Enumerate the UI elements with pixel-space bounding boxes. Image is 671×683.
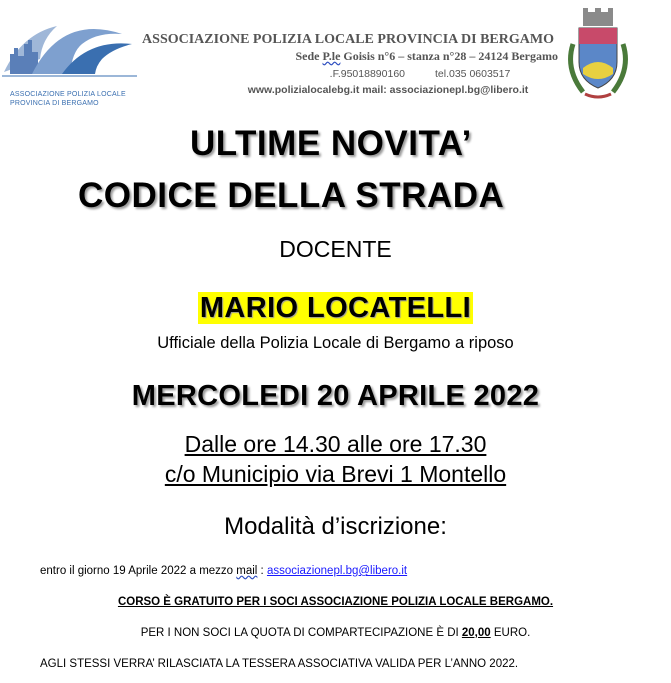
membership-card-note: AGLI STESSI VERRA’ RILASCIATA LA TESSERA ASSOCIATIVA VALIDA PER L’ANNO 2022.: [40, 658, 519, 670]
event-venue: c/o Municipio via Brevi 1 Montello: [164, 461, 507, 487]
registration-heading: Modalità d’iscrizione:: [224, 513, 447, 540]
fiscal-code: .F.95018890160: [329, 68, 405, 80]
fee-text-before: PER I NON SOCI LA QUOTA DI COMPARTECIPAZIONE È DI: [140, 627, 462, 639]
association-name: ASSOCIAZIONE POLIZIA LOCALE PROVINCIA DI BERGAMO: [142, 32, 554, 47]
email-link[interactable]: associazionepl.bg@libero.it: [266, 565, 408, 577]
fee-amount: 20,00: [461, 627, 491, 639]
association-contacts: [280, 68, 560, 80]
free-for-members-note: CORSO È GRATUITO PER I SOCI ASSOCIAZIONE POLIZIA LOCALE BERGAMO.: [117, 596, 554, 608]
skyline-logo-icon: [2, 4, 137, 94]
address-prefix: Sede: [295, 49, 323, 63]
association-logo: [2, 4, 137, 114]
association-address: [218, 49, 558, 64]
enrollment-instructions: [40, 565, 407, 577]
logo-caption-line2: PROVINCIA DI BERGAMO: [10, 100, 99, 107]
municipal-crest: [563, 4, 633, 104]
docente-label: DOCENTE: [279, 236, 392, 262]
phone-number: tel.035 0603517: [435, 68, 511, 80]
speaker-role: Ufficiale della Polizia Locale di Bergamo a riposo: [157, 334, 514, 352]
mail-separator: :: [257, 565, 267, 577]
title-line-2: CODICE DELLA STRADA: [78, 176, 505, 215]
website-and-mail: www.polizialocalebg.it mail: associazionepl.bg@libero.it: [247, 84, 529, 96]
enroll-text: entro il giorno 19 Aprile 2022 a mezzo: [40, 565, 237, 577]
event-date: MERCOLEDI 20 APRILE 2022: [131, 380, 540, 412]
event-time: Dalle ore 14.30 alle ore 17.30: [184, 431, 487, 457]
non-member-fee-note: [0, 627, 671, 639]
title-line-1: ULTIME NOVITA’: [190, 124, 472, 163]
fee-text-after: EURO.: [490, 627, 531, 639]
address-ple: P.le: [322, 49, 341, 63]
mail-word: mail: [236, 565, 258, 577]
speaker-name: MARIO LOCATELLI: [199, 292, 472, 324]
speaker-block: [0, 292, 671, 325]
logo-caption-line1: ASSOCIAZIONE POLIZIA LOCALE: [10, 91, 126, 98]
address-rest: Goisis n°6 – stanza n°28 – 24124 Bergamo: [340, 49, 558, 63]
coat-of-arms-icon: [563, 4, 633, 104]
